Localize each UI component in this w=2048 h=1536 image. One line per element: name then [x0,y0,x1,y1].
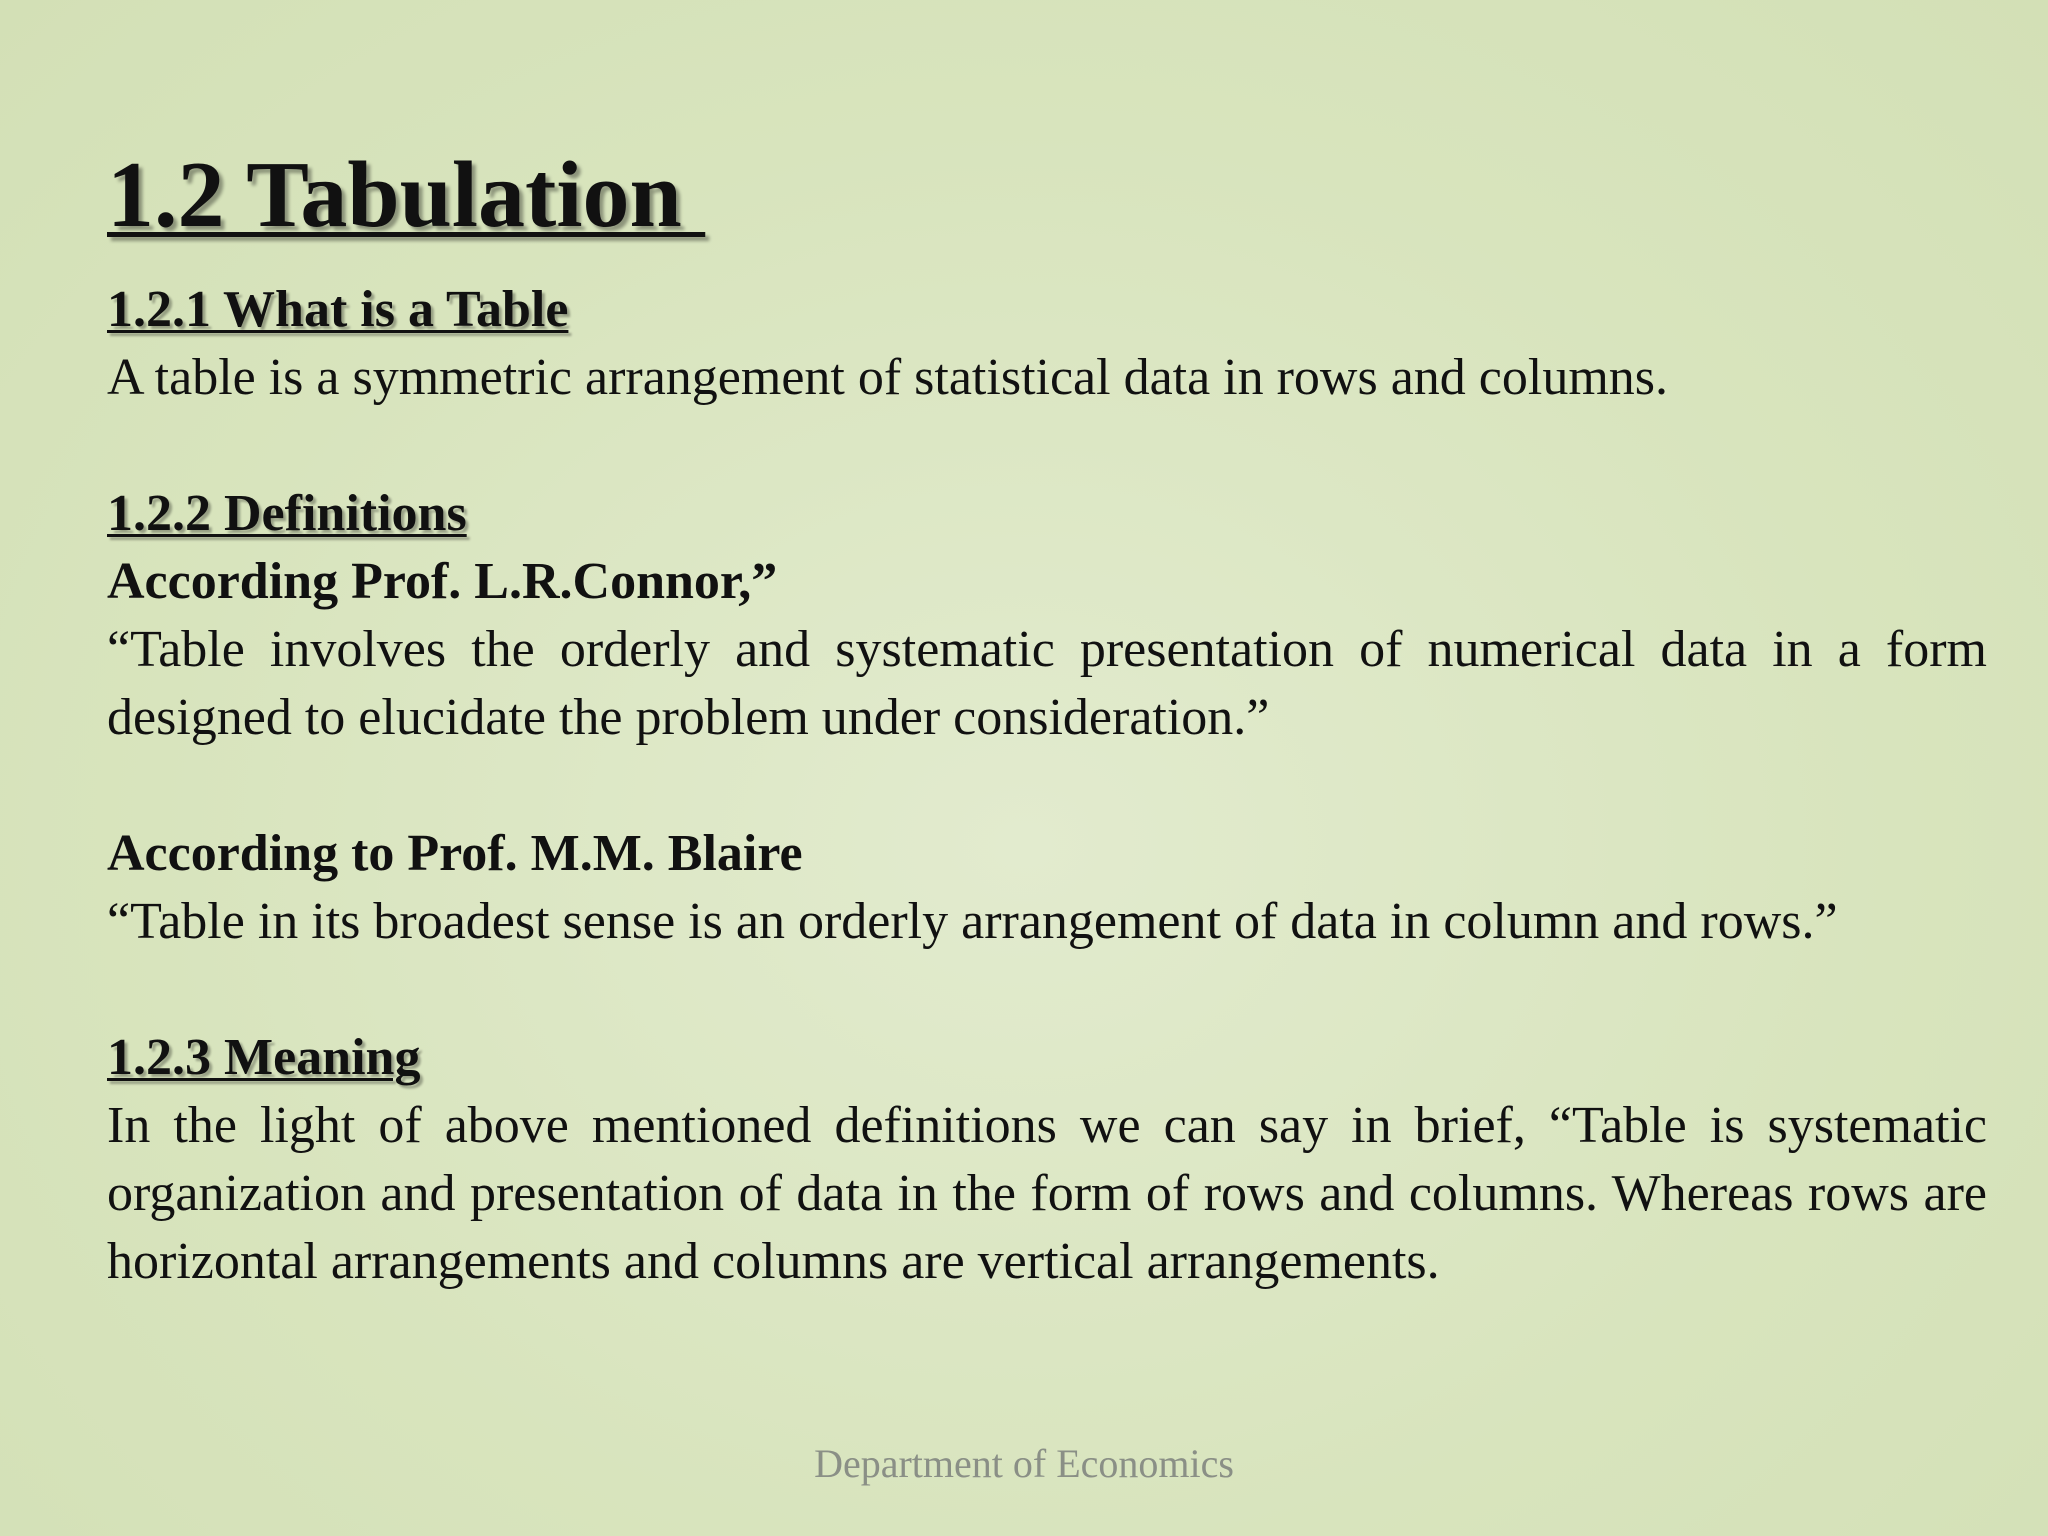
section-heading-definitions: 1.2.2 Definitions [107,485,467,542]
section-text-what-is-table: A table is a symmetric arrangement of statistical data in rows and columns. [107,349,1669,406]
slide-title: 1.2 Tabulation [107,143,706,247]
slide-footer: Department of Economics [814,1441,1234,1486]
spacer [107,956,1987,1024]
section-meaning [107,1024,1987,1296]
section-text-meaning: In the light of above mentioned definitions we can say in brief, “Table is systematic organization and presentation of data in the form of rows and columns. Whereas rows are horizontal arrangements and columns are vertical arrangements. [107,1097,1987,1290]
definition-author-connor: According Prof. L.R.Connor,” [107,553,778,610]
section-definitions [107,480,1987,956]
spacer [107,412,1987,480]
slide-content [107,140,1987,1296]
section-what-is-table [107,276,1987,412]
section-heading-what-is-table: 1.2.1 What is a Table [107,281,569,338]
spacer [107,752,1987,820]
section-heading-meaning: 1.2.3 Meaning [107,1029,421,1086]
definition-quote-connor: “Table involves the orderly and systematic presentation of numerical data in a form designed to elucidate the problem under consideration.” [107,621,1987,746]
definition-quote-blaire: “Table in its broadest sense is an orderly arrangement of data in column and rows.” [107,893,1838,950]
definition-author-blaire: According to Prof. M.M. Blaire [107,825,803,882]
